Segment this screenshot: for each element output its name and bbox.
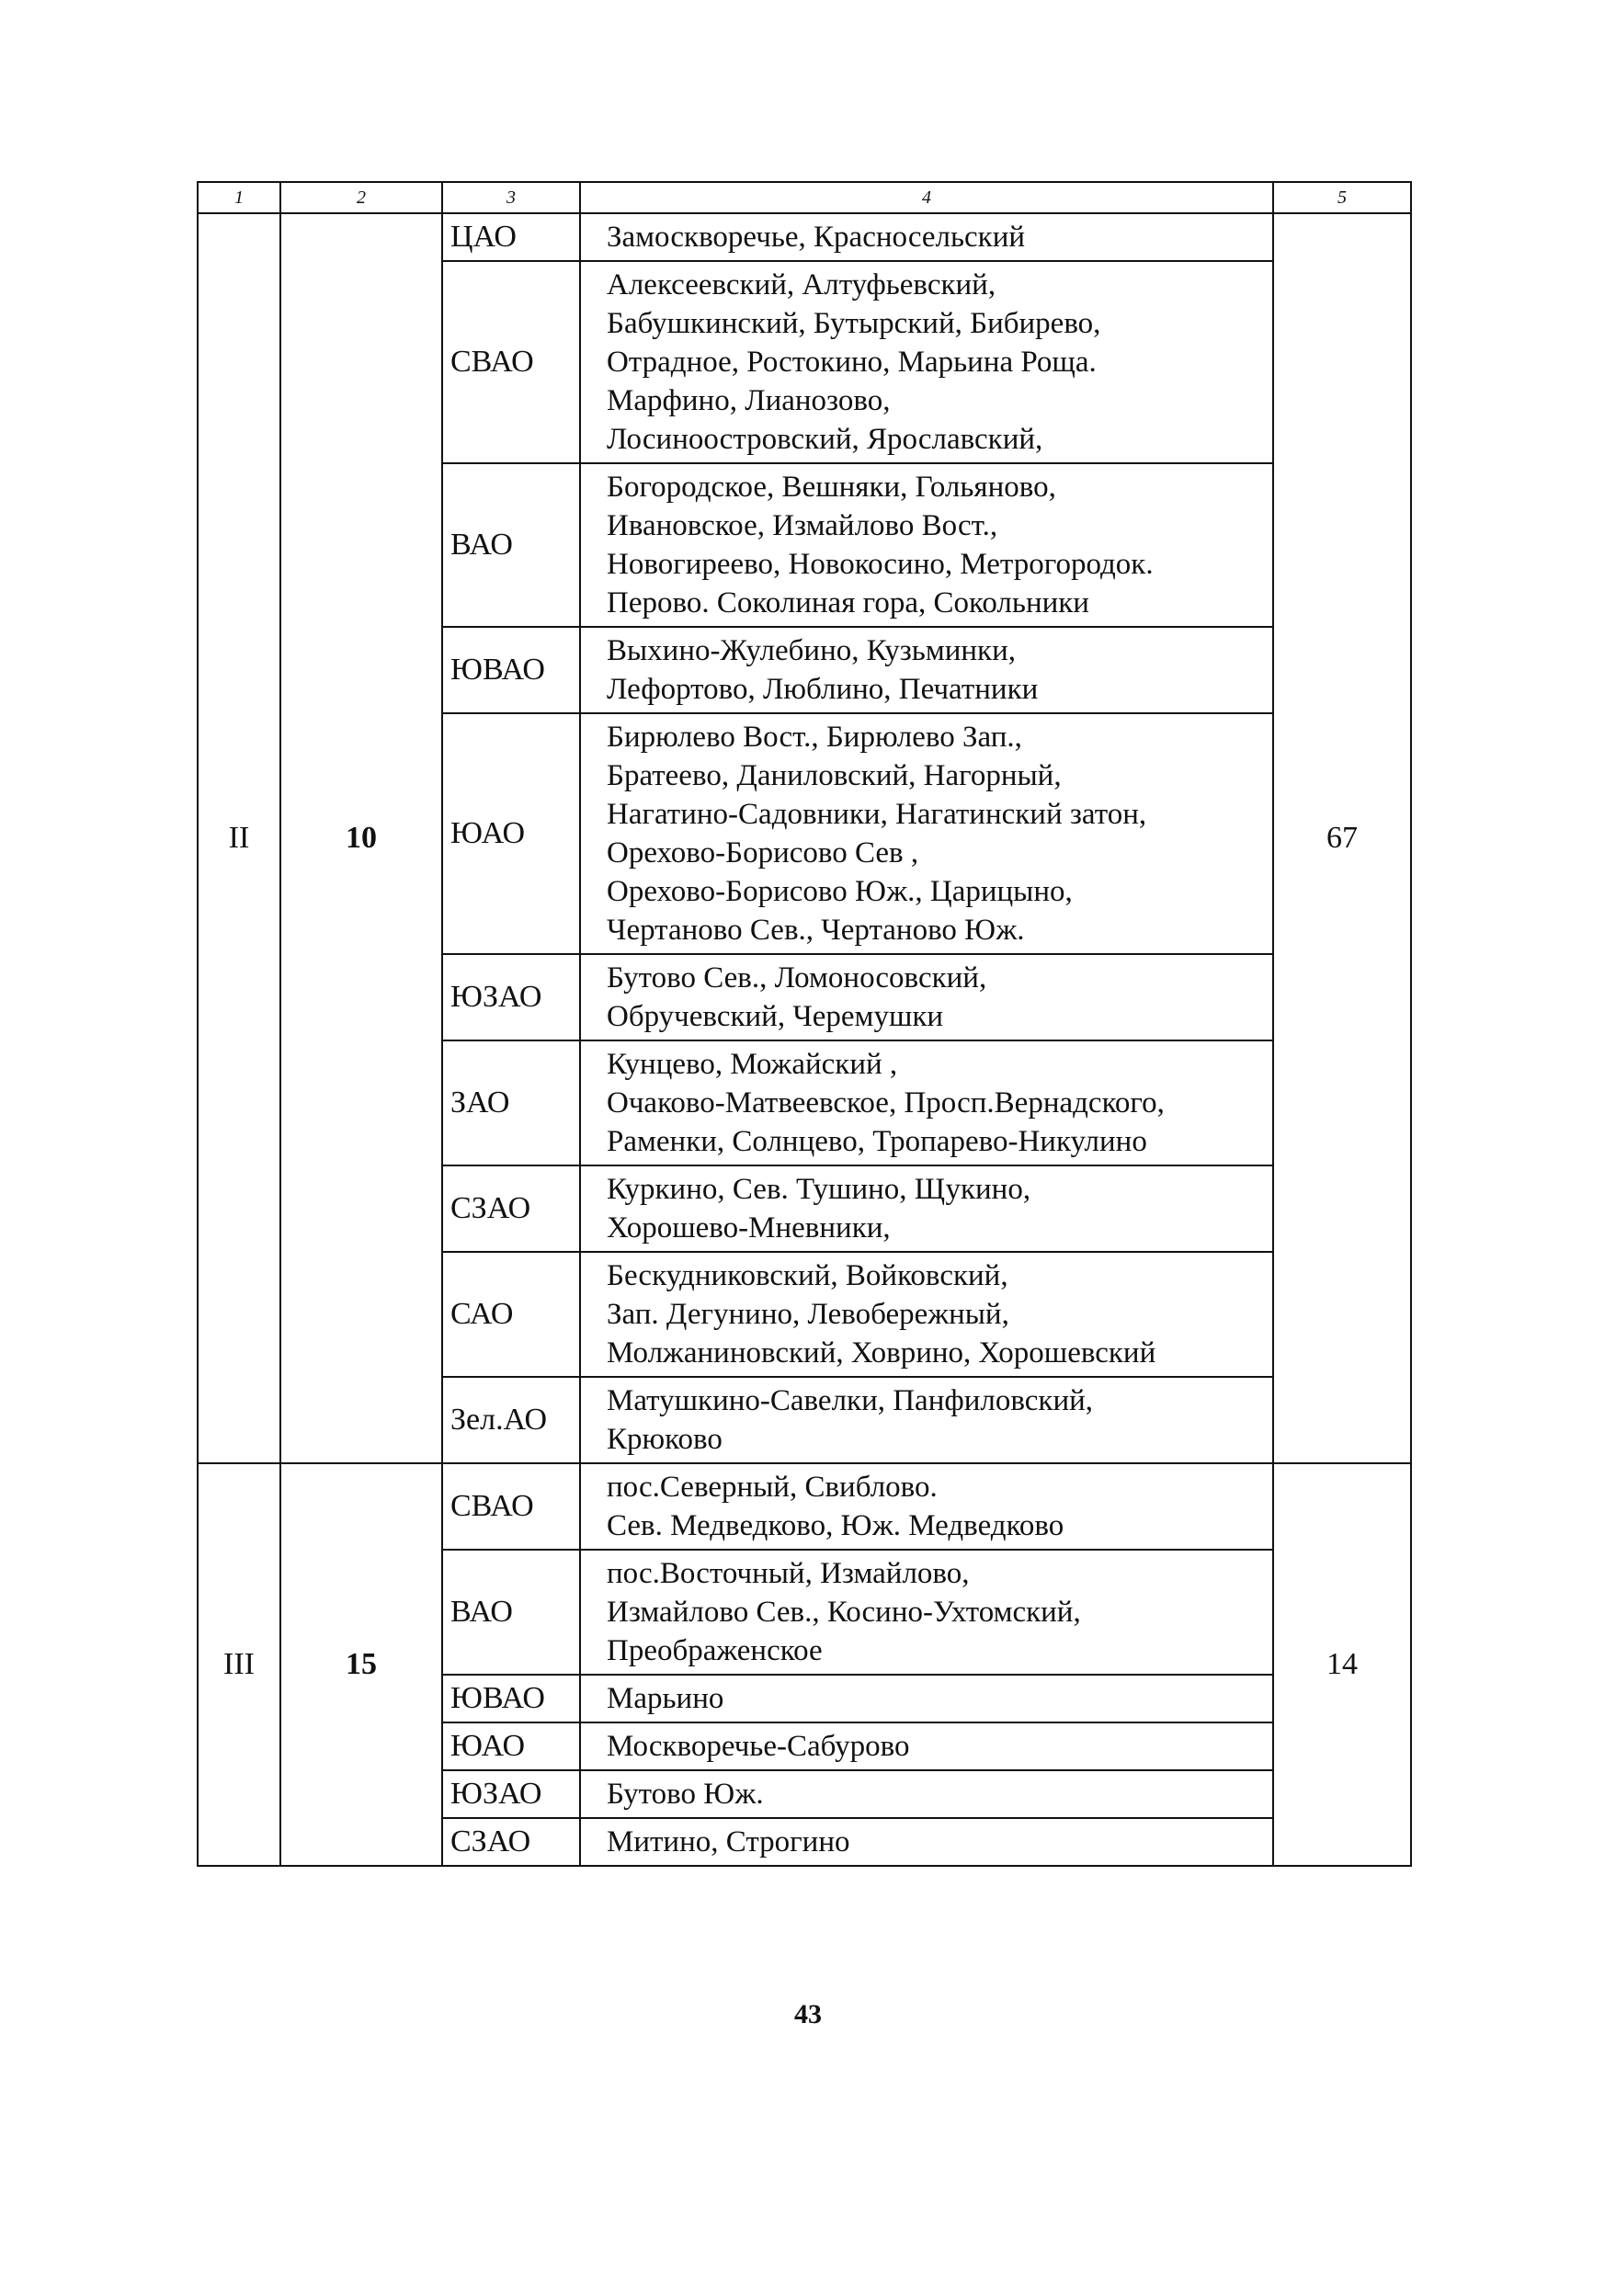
okrug-cell: САО (442, 1252, 580, 1377)
district-line: Бескудниковский, Войковский, (607, 1259, 1008, 1292)
district-line: Хорошево-Мневники, (607, 1211, 891, 1245)
district-line: Куркино, Сев. Тушино, Щукино, (607, 1173, 1031, 1206)
group-count: 10 (280, 213, 442, 1463)
districts-cell (580, 1463, 1273, 1550)
header-col-3: 3 (442, 182, 580, 213)
district-line: Отрадное, Ростокино, Марьина Роща. (607, 346, 1097, 379)
okrug-cell: ЮВАО (442, 1675, 580, 1722)
okrug-cell: СВАО (442, 261, 580, 463)
district-line: Зап. Дегунино, Левобережный, (607, 1298, 1009, 1331)
districts-cell (580, 463, 1273, 627)
districts-cell (580, 261, 1273, 463)
district-line: Марьино (607, 1682, 724, 1715)
okrug-cell: ВАО (442, 1550, 580, 1675)
okrug-cell: ЦАО (442, 213, 580, 261)
okrug-cell: Зел.АО (442, 1377, 580, 1463)
district-line: пос.Северный, Свиблово. (607, 1471, 938, 1504)
districts-cell (580, 1165, 1273, 1252)
district-line: Лефортово, Люблино, Печатники (607, 673, 1039, 706)
district-line: Ивановское, Измайлово Вост., (607, 509, 998, 542)
okrug-cell: ЮАО (442, 713, 580, 954)
district-line: Выхино-Жулебино, Кузьминки, (607, 634, 1016, 667)
district-line: Бутово Юж. (607, 1778, 764, 1811)
districts-cell (580, 1722, 1273, 1770)
district-line: Нагатино-Садовники, Нагатинский затон, (607, 798, 1147, 831)
table-row (198, 1463, 1411, 1550)
group-roman: II (198, 213, 280, 1463)
district-line: Митино, Строгино (607, 1825, 850, 1858)
district-line: Марфино, Лианозово, (607, 384, 891, 417)
group-roman: III (198, 1463, 280, 1866)
district-line: Лосиноостровский, Ярославский, (607, 423, 1043, 456)
district-line: Матушкино-Савелки, Панфиловский, (607, 1384, 1094, 1417)
page-number: 43 (794, 1999, 822, 2029)
group-count: 15 (280, 1463, 442, 1866)
header-col-4: 4 (580, 182, 1273, 213)
district-line: Молжаниновский, Ховрино, Хорошевский (607, 1336, 1156, 1370)
district-line: Кунцево, Можайский , (607, 1048, 898, 1081)
districts-cell (580, 1377, 1273, 1463)
districts-cell (580, 213, 1273, 261)
district-line: Раменки, Солнцево, Тропарево-Никулино (607, 1125, 1147, 1158)
district-line: Бутово Сев., Ломоносовский, (607, 961, 987, 995)
table-body (198, 182, 1411, 1866)
table-row (198, 213, 1411, 261)
okrug-cell: ЮВАО (442, 627, 580, 713)
district-line: Алексеевский, Алтуфьевский, (607, 268, 996, 301)
districts-cell (580, 1770, 1273, 1818)
districts-cell (580, 627, 1273, 713)
district-line: Измайлово Сев., Косино-Ухтомский, (607, 1596, 1081, 1629)
districts-cell (580, 1040, 1273, 1165)
okrug-cell: ВАО (442, 463, 580, 627)
districts-cell (580, 954, 1273, 1040)
okrug-cell: ЗАО (442, 1040, 580, 1165)
header-row (198, 182, 1411, 213)
okrug-cell: СЗАО (442, 1165, 580, 1252)
district-line: Очаково-Матвеевское, Просп.Вернадского, (607, 1086, 1165, 1120)
district-line: Крюково (607, 1423, 723, 1456)
district-line: Сев. Медведково, Юж. Медведково (607, 1509, 1064, 1542)
district-line: Бабушкинский, Бутырский, Бибирево, (607, 307, 1101, 340)
group-total: 14 (1273, 1463, 1411, 1866)
okrug-cell: ЮАО (442, 1722, 580, 1770)
okrug-cell: ЮЗАО (442, 954, 580, 1040)
okrug-cell: СЗАО (442, 1818, 580, 1866)
header-col-5: 5 (1273, 182, 1411, 213)
district-line: пос.Восточный, Измайлово, (607, 1557, 970, 1590)
districts-cell (580, 713, 1273, 954)
district-line: Москворечье-Сабурово (607, 1730, 910, 1763)
districts-table (197, 181, 1412, 1867)
district-line: Братеево, Даниловский, Нагорный, (607, 759, 1062, 792)
district-line: Богородское, Вешняки, Гольяново, (607, 471, 1056, 504)
district-line: Обручевский, Черемушки (607, 1000, 944, 1033)
district-line: Перово. Соколиная гора, Сокольники (607, 586, 1089, 619)
districts-cell (580, 1818, 1273, 1866)
district-line: Замоскворечье, Красносельский (607, 221, 1026, 254)
okrug-cell: ЮЗАО (442, 1770, 580, 1818)
districts-cell (580, 1252, 1273, 1377)
district-line: Орехово-Борисово Сев , (607, 836, 919, 870)
districts-cell (580, 1550, 1273, 1675)
district-line: Новогиреево, Новокосино, Метрогородок. (607, 548, 1154, 581)
district-line: Чертаново Сев., Чертаново Юж. (607, 914, 1025, 947)
header-col-2: 2 (280, 182, 442, 213)
district-line: Бирюлево Вост., Бирюлево Зап., (607, 721, 1022, 754)
okrug-cell: СВАО (442, 1463, 580, 1550)
district-line: Орехово-Борисово Юж., Царицыно, (607, 875, 1073, 908)
district-line: Преображенское (607, 1634, 823, 1667)
group-total: 67 (1273, 213, 1411, 1463)
header-col-1: 1 (198, 182, 280, 213)
districts-cell (580, 1675, 1273, 1722)
